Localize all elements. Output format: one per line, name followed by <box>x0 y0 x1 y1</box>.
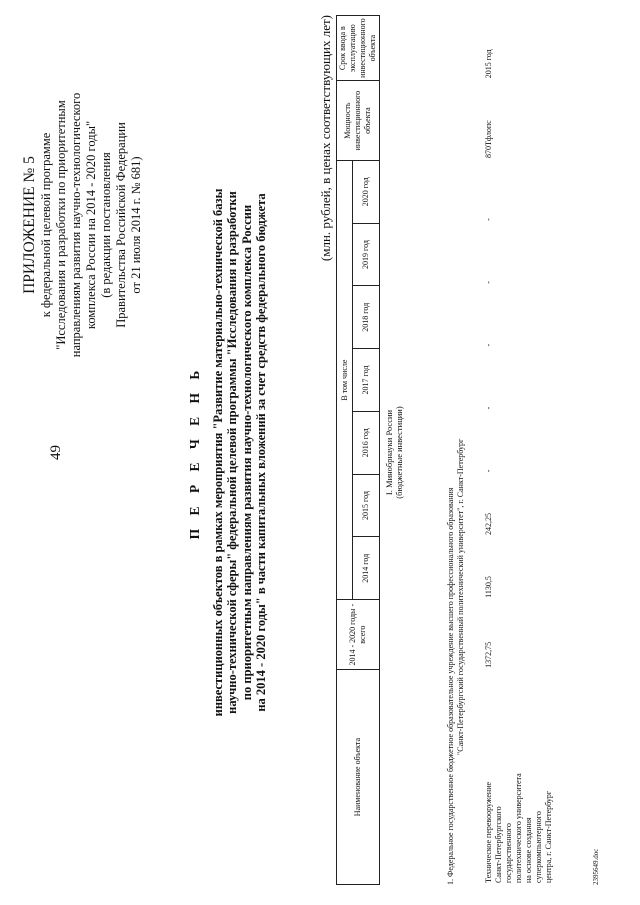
header-year: 2014 год <box>353 537 380 600</box>
row-name-line: центра, г. Санкт-Петербург <box>544 790 553 883</box>
row-2017: - <box>484 406 493 410</box>
section-title: I. Минобрнауки России <box>384 409 394 496</box>
row-2015: 242,25 <box>484 513 493 536</box>
table-row <box>484 15 554 885</box>
heading-line: инвестиционных объектов в рамках мероприятия "Развитие материально-технической базы <box>210 188 225 717</box>
investment-table-header <box>336 15 380 885</box>
annex-line: "Исследования и разработки по приоритетным <box>54 100 68 350</box>
row-2018: - <box>484 343 493 347</box>
annex-line: от 21 июля 2014 г. № 681) <box>129 156 143 294</box>
document-file-id: 2395649.doc <box>592 848 600 885</box>
annex-line: комплекса России на 2014 - 2020 годы" <box>84 120 98 330</box>
heading-line: на 2014 - 2020 годы" в части капитальных вложений за счет средств федерального бюджета <box>254 193 268 712</box>
header-including: В том числе <box>337 160 353 599</box>
annex-line: Правительства Российской Федерации <box>114 122 128 328</box>
header-year: 2018 год <box>353 286 380 349</box>
annex-title: ПРИЛОЖЕНИЕ № 5 <box>21 156 38 294</box>
organization-line: "Санкт-Петербургский государственный политехнический университет", г. Санкт-Петербург <box>456 438 465 755</box>
organization-heading <box>446 15 466 885</box>
header-year: 2020 год <box>353 160 380 223</box>
row-capacity: 870Тфлопс <box>484 120 493 159</box>
row-2020: - <box>484 218 493 221</box>
header-total: 2014 - 2020 годы - всего <box>337 600 380 670</box>
row-name-line: Санкт-Петербургского <box>494 806 503 883</box>
annex-line: направлениям развития научно-технологического <box>69 92 83 358</box>
heading-title: П Е Р Е Ч Е Н Ь <box>187 365 202 540</box>
row-2014: 1130,5 <box>484 576 493 598</box>
heading-line: по приоритетным направлениям развития научно-технологического комплекса России <box>239 204 254 701</box>
row-name-line: на основе создания <box>524 817 533 883</box>
header-object-name: Наименование объекта <box>337 670 380 885</box>
organization-line: 1. Федеральное государственное бюджетное образовательное учреждение высшего профессионального образования <box>446 487 455 885</box>
annex-line: (в редакции постановления <box>99 152 113 298</box>
row-term: 2015 год <box>484 49 493 79</box>
row-object-name <box>484 670 554 885</box>
row-2019: - <box>484 281 493 284</box>
row-name-line: суперкомпьютерного <box>534 811 543 883</box>
document-heading <box>188 0 269 905</box>
page-number: 49 <box>48 445 64 460</box>
row-2016: - <box>484 469 493 473</box>
section-subtitle: (бюджетные инвестиции) <box>394 406 404 499</box>
header-capacity: Мощность инвестиционного объекта <box>337 81 380 161</box>
row-name-line: Техническое перевооружение <box>484 781 493 883</box>
header-year: 2015 год <box>353 474 380 537</box>
units-note: (млн. рублей, в ценах соответствующих лет) <box>318 15 333 262</box>
row-name-line: политехнического университета <box>514 773 523 883</box>
header-year: 2016 год <box>353 411 380 474</box>
heading-line: научно-технической сферы" федеральной целевой программы "Исследования и разработки <box>225 191 239 714</box>
header-term: Срок ввода в эксплуатацию инвестиционного объекта <box>337 16 380 81</box>
annex-block <box>20 15 144 435</box>
row-total: 1372,75 <box>484 641 493 668</box>
annex-line: к федеральной целевой программе <box>39 132 53 318</box>
section-heading <box>384 0 404 905</box>
header-year: 2019 год <box>353 223 380 286</box>
header-year: 2017 год <box>353 349 380 412</box>
investment-table-body <box>484 15 554 885</box>
row-name-line: государственного <box>504 823 513 883</box>
